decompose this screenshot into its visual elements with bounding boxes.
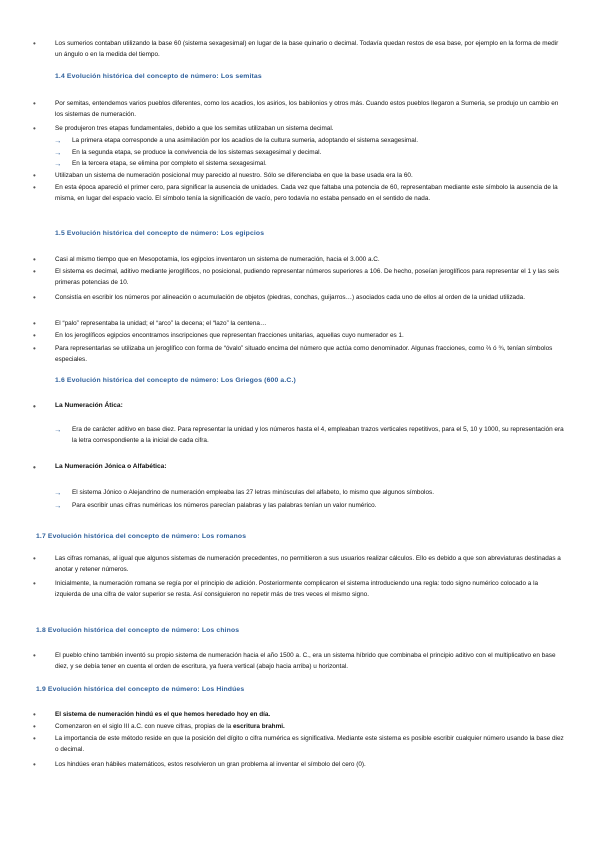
list-item [33,98,565,120]
list-item [33,123,565,134]
paragraph-text: Los sumerios contaban utilizando la base 60 (sistema sexagesimal) en lugar de la base quinario o decimal. Todavía quedan restos de esa base, por ejemplo en la forma de medir un ángulo o en la medida del tiempo. [55,40,559,58]
bullet-icon: • [33,760,36,769]
subheading-text: La Numeración Ática: [55,402,123,409]
list-item [33,38,565,60]
section-heading-1-8: 1.8 Evolución histórica del concepto de número: Los chinos [36,627,240,634]
list-item [33,318,565,329]
paragraph-text: Para representarlas se utilizaba un jeroglífico con forma de “óvalo” situado encima del número que actúa como denominador. Algunas fracciones, como ⅔ ó ¾, tenían símbolos especiales. [55,345,553,363]
section-heading-1-4: 1.4 Evolución histórica del concepto de número: Los semitas [55,73,262,80]
bullet-icon: • [33,734,36,743]
arrow-icon: → [54,148,62,157]
paragraph-text: Comenzaron en el siglo III a.C. con nueve cifras, propias de la [55,723,233,730]
arrow-icon: → [54,159,62,168]
arrow-item [54,424,564,446]
paragraph-text: Para escribir unas cifras numéricas los números parecían palabras y las palabras tenían un valor numérico. [72,502,377,509]
paragraph-text: En la tercera etapa, se elimina por completo el sistema sexagesimal. [72,160,267,167]
arrow-icon: → [54,425,62,434]
arrow-item [54,135,564,146]
paragraph-text: La primera etapa corresponde a una asimilación por los acadios de la cultura sumeria, adoptando el sistema sexagesimal. [72,137,418,144]
list-item [33,709,565,720]
section-heading-1-6: 1.6 Evolución histórica del concepto de número: Los Griegos (600 a.C.) [55,377,296,384]
emphasis-text: escritura brahmi. [232,723,285,730]
paragraph-text: El sistema Jónico o Alejandrino de numeración empleaba las 27 letras minúsculas del alfabeto, lo mismo que algunos símbolos. [72,489,434,496]
paragraph-text: En los jeroglíficos egipcios encontramos inscripciones que representan fracciones unitarias, aquellas cuyo numerador es 1. [55,332,404,339]
paragraph-text: Inicialmente, la numeración romana se regía por el principio de adición. Posteriormente complicaron el sistema introduciendo una regla: todo signo numérico colocado a la izquierda de una cifra de valor superior se resta. Así consiguieron no repetir más de tres veces el mismo signo. [55,580,539,598]
bullet-icon: • [33,710,36,719]
bullet-icon: • [33,402,36,411]
list-item [33,170,565,181]
bullet-icon: • [33,463,36,472]
paragraph-text: Era de carácter aditivo en base diez. Para representar la unidad y los números hasta el 4, empleaban trazos verticales repetitivos, para el 5, 10 y 1000, su representación era la letra correspondiente a la inicial de cada cifra. [72,426,564,444]
bullet-icon: • [33,255,36,264]
paragraph-text: En la segunda etapa, se produce la convivencia de los sistemas sexagesimal y decimal. [72,149,322,156]
list-item [33,721,565,732]
arrow-item [54,500,564,511]
list-item [33,254,565,265]
subheading-atica [33,402,123,411]
bullet-icon: • [33,554,36,563]
section-heading-1-7: 1.7 Evolución histórica del concepto de número: Los romanos [36,533,247,540]
bullet-icon: • [33,331,36,340]
bullet-icon: • [33,651,36,660]
paragraph-text: El sistema es decimal, aditivo mediante jeroglíficos, no posicional, pudiendo representar números superiores a 106. De hecho, poseían jeroglíficos para representar el 1 y las seis primeras potencias de 10. [55,268,560,286]
arrow-item [54,158,564,169]
arrow-icon: → [54,501,62,510]
paragraph-text: El pueblo chino también inventó su propio sistema de numeración hacia el año 1500 a. C., era un sistema híbrido que combinaba el principio aditivo con el multiplicativo en base diez, y se debía tener en cuenta el orden de escritura, ya fuera vertical (abajo hacia arriba) u horizontal. [55,652,556,670]
bullet-icon: • [33,579,36,588]
section-heading-1-9: 1.9 Evolución histórica del concepto de número: Los Hindúes [36,686,245,693]
paragraph-text: Los hindúes eran hábiles matemáticos, estos resolvieron un gran problema al inventar el símbolo del cero (0). [55,761,366,768]
paragraph-text: Se produjeron tres etapas fundamentales, debido a que los semitas utilizaban un sistema decimal. [55,125,334,132]
bullet-icon: • [33,99,36,108]
bullet-icon: • [33,267,36,276]
list-item [33,759,565,770]
list-item [33,292,565,303]
paragraph-text: Consistía en escribir los números por alineación o acumulación de objetos (piedras, conchas, guijarros…) asociados cada uno de ellos al orden de la unidad utilizada. [55,294,525,301]
bullet-icon: • [33,183,36,192]
arrow-icon: → [54,136,62,145]
bullet-icon: • [33,39,36,48]
paragraph-text: El “palo” representaba la unidad; el “arco” la decena; el “lazo” la centena… [55,320,267,327]
paragraph-text: Casi al mismo tiempo que en Mesopotamia, los egipcios inventaron un sistema de numeración, hacia el 3.000 a.C. [55,256,380,263]
bullet-icon: • [33,171,36,180]
bullet-icon: • [33,722,36,731]
subheading-jonica [33,463,167,472]
paragraph-text: Por semitas, entendemos varios pueblos diferentes, como los acadios, los asirios, los babilonios y otros más. Cuando estos pueblos llegaron a Sumeria, se produjo un cambio en los sistemas de numeración. [55,100,559,118]
list-item [33,343,565,365]
list-item [33,182,565,204]
list-item [33,330,565,341]
paragraph-text: La importancia de este método reside en que la posición del dígito o cifra numérica es significativa. Mediante este sistema es posible escribir cualquier número usando la base diez o decimal. [55,735,564,753]
list-item [33,553,565,575]
list-item [33,266,565,288]
list-item [33,650,565,672]
bullet-icon: • [33,319,36,328]
paragraph-text: En esta época apareció el primer cero, para significar la ausencia de unidades. Cada vez que faltaba una potencia de 60, representaban mediante este símbolo la ausencia de la misma, en lugar del espacio vacío. El símbolo tenía la significación de vacío, pero todavía no estaba pensado en el sentido de nada. [55,184,558,202]
bullet-icon: • [33,344,36,353]
list-item [33,578,565,600]
section-heading-1-5: 1.5 Evolución histórica del concepto de número: Los egipcios [55,230,265,237]
bullet-icon: • [33,293,36,302]
subheading-text: La Numeración Jónica o Alfabética: [55,463,167,470]
bullet-icon: • [33,124,36,133]
list-item [33,733,565,755]
paragraph-text: Utilizaban un sistema de numeración posicional muy parecido al nuestro. Sólo se diferenciaba en que la base usada era la 60. [55,172,413,179]
paragraph-text: El sistema de numeración hindú es el que hemos heredado hoy en día. [55,711,271,718]
arrow-item [54,487,564,498]
arrow-icon: → [54,488,62,497]
paragraph-text: Las cifras romanas, al igual que algunos sistemas de numeración precedentes, no permitieron a sus usuarios realizar cálculos. Ello es debido a que son abreviaturas destinadas a anotar y retener números. [55,555,561,573]
arrow-item [54,147,564,158]
